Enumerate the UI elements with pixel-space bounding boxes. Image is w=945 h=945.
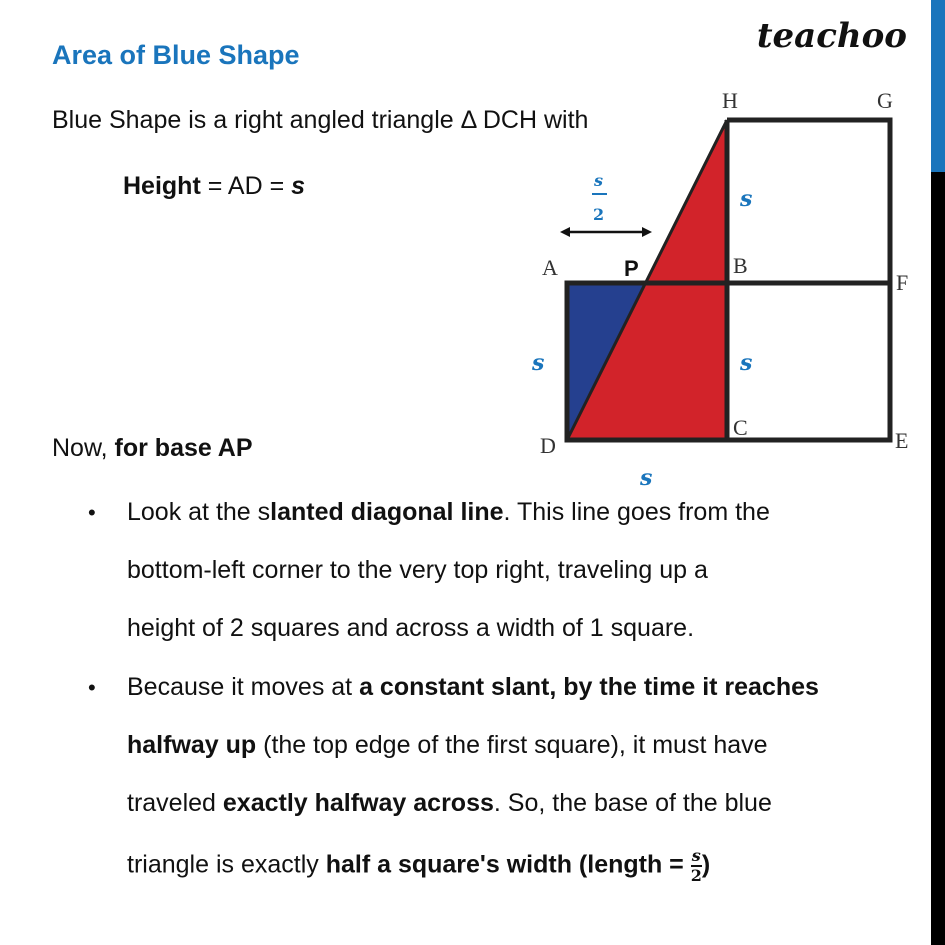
point-f: F <box>896 270 909 295</box>
bold-text: halfway up <box>127 731 257 759</box>
point-c: C <box>733 415 748 440</box>
point-p: P <box>624 256 639 281</box>
point-g: G <box>877 88 893 113</box>
text: . So, the base of the blue <box>493 789 772 817</box>
close-paren: ) <box>701 850 711 879</box>
label-hb: s <box>740 186 753 212</box>
ap-arrow <box>560 227 652 237</box>
label-ap-den: 2 <box>593 205 605 224</box>
text: . This line goes from the <box>503 498 770 526</box>
text: Look at the s <box>127 498 271 526</box>
bold-text: half a square's width (length = <box>325 850 691 879</box>
bold-text: lanted diagonal line <box>270 498 504 526</box>
text: (the top edge of the first square), it must have <box>256 731 768 759</box>
bullet-dot: • <box>88 675 96 700</box>
fraction-num: s <box>691 846 701 865</box>
text: Because it moves at <box>127 673 360 701</box>
height-value: s <box>291 172 306 200</box>
bold-text: exactly halfway across <box>222 789 494 817</box>
height-eq: = AD = <box>200 172 292 200</box>
text: triangle is exactly <box>127 850 326 879</box>
text: height of 2 squares and across a width of 1 square. <box>127 614 695 642</box>
text: bottom-left corner to the very top right, traveling up a <box>127 556 708 584</box>
bold-text: a constant slant, by the time it reaches <box>359 673 819 701</box>
now-bold: for base AP <box>114 434 253 462</box>
label-ap-num: s <box>594 171 604 190</box>
intro-text: Blue Shape is a right angled triangle Δ DCH with <box>52 106 589 134</box>
bullet-dot: • <box>88 500 96 525</box>
now-prefix: Now, <box>52 434 115 462</box>
label-dc: s <box>640 465 653 491</box>
label-ad: s <box>532 350 545 376</box>
page-title: Area of Blue Shape <box>52 40 300 70</box>
point-b: B <box>733 253 748 278</box>
text: traveled <box>127 789 223 817</box>
point-a: A <box>542 255 558 280</box>
fraction-den: 2 <box>690 866 702 885</box>
teachoo-logo: teachoo <box>756 16 907 56</box>
point-h: H <box>722 88 738 113</box>
label-bc: s <box>740 350 753 376</box>
height-label: Height <box>123 172 201 200</box>
point-e: E <box>895 428 909 453</box>
point-d: D <box>540 433 556 458</box>
